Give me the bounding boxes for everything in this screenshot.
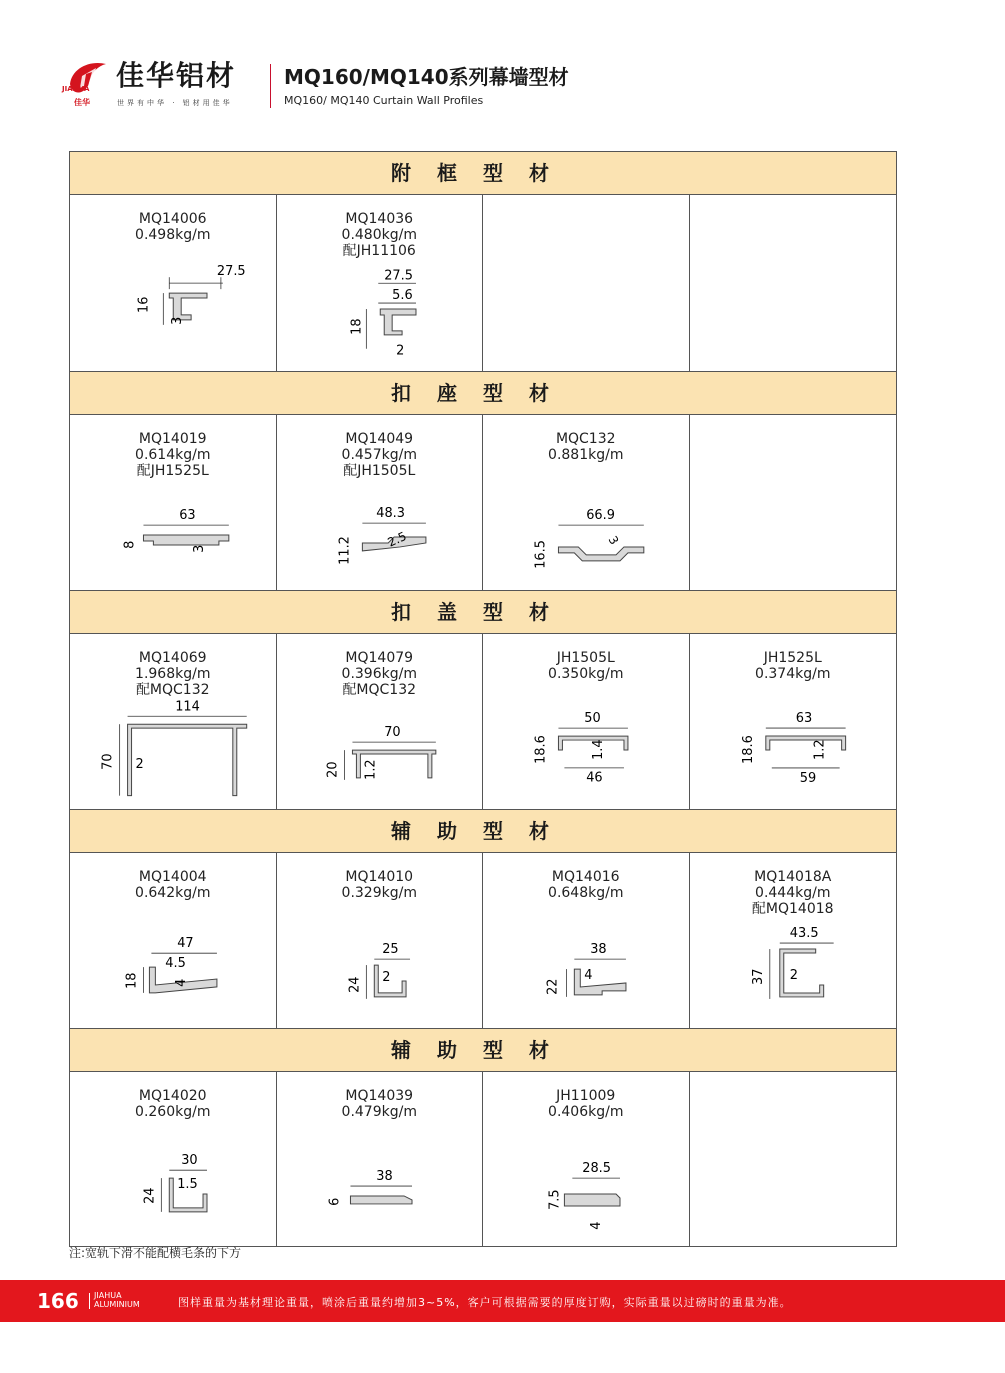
- dim-label: 46: [586, 770, 603, 786]
- dim-label: 16.5: [533, 540, 549, 569]
- profile-row: [70, 1072, 896, 1246]
- profile-table: [69, 151, 897, 1247]
- dim-label: 16: [136, 296, 152, 313]
- dim-label: 27.5: [216, 265, 246, 280]
- dim-label: 6: [327, 1197, 343, 1206]
- profile-drawing: [70, 507, 276, 567]
- profile-code: MQ14079: [345, 650, 414, 666]
- brand-name: 佳华铝材: [116, 59, 237, 92]
- dim-label: 3: [192, 544, 208, 553]
- profile-drawing: [483, 939, 689, 1019]
- dim-label: 50: [584, 711, 601, 727]
- profile-drawing: [483, 704, 689, 794]
- dim-label: 1.5: [177, 1177, 198, 1193]
- profile-cell: [483, 634, 690, 809]
- empty-cell: [690, 415, 897, 590]
- profile-match: 配JH1505L: [343, 463, 416, 479]
- profile-cell: [277, 634, 484, 809]
- profile-weight: 0.457kg/m: [341, 447, 417, 463]
- dim-label: 70: [383, 725, 401, 741]
- logo-chinese: 佳华: [74, 98, 90, 107]
- dim-label: 48.3: [375, 506, 405, 522]
- footer-brand-line1: JIAHUA: [94, 1291, 122, 1300]
- profile-cell: [277, 1072, 484, 1246]
- profile-weight: 0.480kg/m: [341, 227, 417, 243]
- profile-drawing: [70, 696, 276, 806]
- dim-label: 18.6: [533, 735, 549, 764]
- dim-label: 18.6: [740, 735, 756, 764]
- section-header: 扣盖型材: [70, 591, 896, 634]
- profile-code: MQ14049: [345, 431, 414, 447]
- page-title: MQ160/MQ140系列幕墙型材: [284, 65, 569, 89]
- dim-label: 2: [135, 756, 144, 772]
- section-header: 辅助型材: [70, 810, 896, 853]
- profile-row: [70, 415, 896, 591]
- profile-match: 配JH1525L: [136, 463, 209, 479]
- dim-label: 4.5: [165, 956, 186, 972]
- profile-code: MQ14016: [551, 869, 620, 885]
- dim-label: 25: [381, 942, 399, 958]
- profile-match: 配MQC132: [135, 682, 210, 698]
- profile-drawing: [70, 1148, 276, 1238]
- profile-weight: 0.498kg/m: [135, 227, 211, 243]
- profile-code: MQ14036: [345, 211, 414, 227]
- profile-drawing: [277, 720, 483, 800]
- dim-label: 59: [799, 770, 816, 786]
- dim-label: 47: [177, 937, 194, 952]
- dim-label: 3: [605, 533, 622, 548]
- dim-label: 70: [100, 753, 116, 770]
- empty-cell: [690, 1072, 897, 1246]
- profile-drawing: [690, 921, 897, 1021]
- profile-weight: 0.614kg/m: [135, 447, 211, 463]
- profile-cell: [483, 853, 690, 1028]
- profile-drawing: [70, 937, 276, 1017]
- dim-label: 30: [181, 1153, 198, 1169]
- dim-label: 5.6: [391, 288, 413, 304]
- profile-weight: 0.479kg/m: [341, 1104, 417, 1120]
- dim-label: 8: [122, 540, 138, 549]
- dim-label: 38: [590, 942, 607, 958]
- dim-label: 2.5: [385, 528, 409, 550]
- profile-cell: [483, 415, 690, 590]
- profile-code: JH1505L: [556, 650, 615, 666]
- profile-drawing: [277, 503, 483, 573]
- profile-row: [70, 195, 896, 372]
- profile-row: [70, 853, 896, 1029]
- profile-cell: [690, 634, 897, 809]
- dim-label: 18: [124, 972, 140, 989]
- dim-label: 27.5: [383, 269, 413, 284]
- profile-weight: 0.396kg/m: [341, 666, 417, 682]
- dim-label: 63: [179, 508, 196, 524]
- dim-label: 4: [589, 1221, 605, 1230]
- dim-label: 2: [395, 343, 404, 359]
- profile-cell: [277, 415, 484, 590]
- dim-label: 4: [584, 968, 593, 983]
- page-subtitle: MQ160/ MQ140 Curtain Wall Profiles: [284, 94, 484, 107]
- dim-label: 24: [346, 976, 362, 993]
- profile-cell: [483, 1072, 690, 1246]
- profile-cell: [70, 195, 277, 371]
- profile-weight: 0.329kg/m: [341, 885, 417, 901]
- profile-weight: 1.968kg/m: [135, 666, 211, 682]
- brand-slogan: 世界有中华 · 铝材用佳华: [117, 99, 233, 107]
- dim-label: 11.2: [336, 536, 352, 565]
- profile-code: MQ14018A: [754, 869, 832, 885]
- profile-code: JH11009: [556, 1088, 616, 1104]
- page-header: [0, 0, 1005, 130]
- footer-divider: [89, 1293, 90, 1309]
- section-header: 附框型材: [70, 152, 896, 195]
- profile-code: MQ14010: [345, 869, 414, 885]
- profile-match: 配MQC132: [342, 682, 417, 698]
- profile-cell: [277, 195, 484, 371]
- profile-cell: [70, 1072, 277, 1246]
- dim-label: 20: [325, 761, 341, 778]
- profile-code: MQ14039: [345, 1088, 414, 1104]
- dim-label: 24: [142, 1187, 158, 1204]
- dim-label: 37: [750, 968, 766, 985]
- section-header: 辅助型材: [70, 1029, 896, 1072]
- profile-weight: 0.648kg/m: [548, 885, 624, 901]
- profile-weight: 0.881kg/m: [548, 447, 624, 463]
- dim-label: 63: [795, 711, 812, 727]
- profile-code: MQ14004: [138, 869, 207, 885]
- dim-label: 4: [174, 978, 190, 987]
- profile-code: MQ14019: [138, 431, 207, 447]
- dim-label: 1.4: [591, 739, 607, 760]
- profile-code: MQ14069: [138, 650, 207, 666]
- logo-english: JIAHUA: [62, 85, 90, 93]
- dim-label: 66.9: [586, 508, 615, 524]
- profile-cell: [690, 853, 897, 1028]
- profile-drawing: [277, 937, 483, 1017]
- profile-code: MQ14020: [138, 1088, 207, 1104]
- page-number: 166: [37, 1289, 79, 1313]
- profile-weight: 0.260kg/m: [135, 1104, 211, 1120]
- dim-label: 22: [545, 978, 561, 995]
- profile-match: 配JH11106: [342, 243, 416, 259]
- profile-drawing: [483, 499, 689, 579]
- profile-drawing: [70, 265, 276, 345]
- dim-label: 28.5: [582, 1161, 611, 1177]
- footer-note: 图样重量为基材理论重量，喷涂后重量约增加3~5%，客户可根据需要的厚度订购，实际重量以过磅时的重量为准。: [178, 1296, 792, 1309]
- dim-label: 1.2: [362, 759, 378, 780]
- dim-label: 38: [375, 1169, 393, 1185]
- profile-match: 配MQ14018: [751, 901, 834, 917]
- profile-weight: 0.444kg/m: [755, 885, 831, 901]
- profile-cell: [70, 853, 277, 1028]
- empty-cell: [483, 195, 690, 371]
- profile-cell: [70, 634, 277, 809]
- dim-label: 3: [170, 316, 186, 325]
- footnote: 注:宽轨下滑不能配横毛条的下方: [69, 1246, 242, 1260]
- dim-label: 114: [175, 699, 200, 715]
- profile-row: [70, 634, 896, 810]
- profile-weight: 0.374kg/m: [755, 666, 831, 682]
- dim-label: 2: [789, 967, 798, 983]
- header-divider: [270, 64, 271, 108]
- dim-label: 1.2: [812, 739, 828, 760]
- profile-weight: 0.642kg/m: [135, 885, 211, 901]
- profile-drawing: [277, 1160, 483, 1230]
- profile-drawing: [483, 1158, 689, 1238]
- dim-label: 43.5: [789, 926, 819, 942]
- profile-code: MQ14006: [138, 211, 207, 227]
- footer-brand-line2: ALUMINIUM: [94, 1300, 140, 1309]
- page-footer: [0, 1280, 1005, 1322]
- profile-cell: [277, 853, 484, 1028]
- profile-cell: [70, 415, 277, 590]
- profile-weight: 0.406kg/m: [548, 1104, 624, 1120]
- profile-code: MQC132: [555, 431, 616, 447]
- dim-label: 18: [348, 318, 364, 335]
- dim-label: 7.5: [547, 1189, 563, 1210]
- empty-cell: [690, 195, 897, 371]
- profile-weight: 0.350kg/m: [548, 666, 624, 682]
- profile-drawing: [277, 269, 483, 359]
- profile-drawing: [690, 704, 897, 794]
- section-header: 扣座型材: [70, 372, 896, 415]
- dim-label: 2: [381, 969, 390, 985]
- profile-code: JH1525L: [763, 650, 822, 666]
